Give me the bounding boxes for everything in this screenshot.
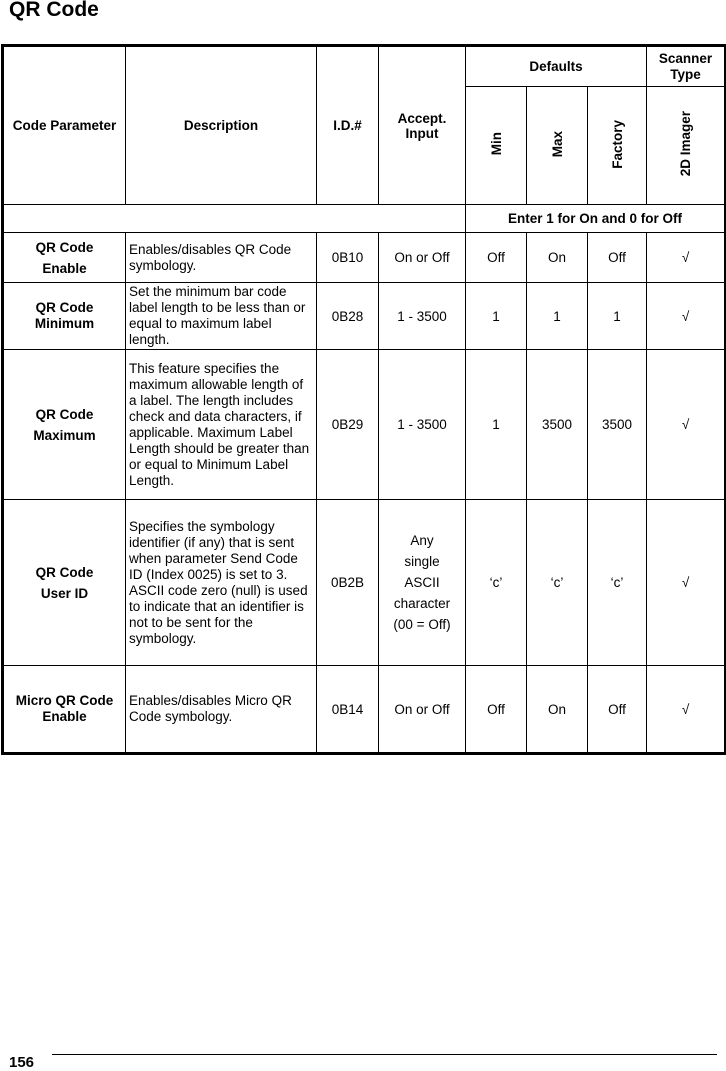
header-defaults: Defaults (466, 46, 647, 87)
param-description: This feature specifies the maximum allowable length of a label. The length includes check and data characters, if applicable. Maximum Label Length should be greater than or equal to Minimum Label Length. (126, 350, 317, 500)
page-number: 156 (9, 1054, 35, 1071)
param-name-sub: Enable (42, 709, 87, 724)
param-accept: 1 - 3500 (379, 283, 466, 350)
default-min: 1 (466, 350, 527, 500)
default-min: Off (466, 233, 527, 283)
default-min: 1 (466, 283, 527, 350)
imager-check: √ (647, 283, 726, 350)
header-min: Min (488, 132, 504, 156)
param-name-sub: Enable (42, 260, 87, 276)
default-factory: 3500 (588, 350, 647, 500)
table-row (3, 233, 726, 283)
header-2d-imager: 2D Imager (678, 111, 694, 177)
default-min: Off (466, 666, 527, 754)
note-on-off: Enter 1 for On and 0 for Off (466, 205, 726, 233)
imager-check: √ (647, 350, 726, 500)
param-description: Enables/disables Micro QR Code symbology. (126, 666, 317, 754)
default-factory: 1 (588, 283, 647, 350)
param-description: Enables/disables QR Code symbology. (126, 233, 317, 283)
param-name: Micro QR Code (15, 693, 114, 708)
default-max: On (527, 233, 588, 283)
param-description: Set the minimum bar code label length to be less than or equal to maximum label length. (126, 283, 317, 350)
default-max: 3500 (527, 350, 588, 500)
param-accept: Any single ASCII character (00 = Off) (379, 500, 466, 666)
header-accept-input: Accept. Input (379, 46, 466, 205)
param-description: Specifies the symbology identifier (if any) that is sent when parameter Send Code ID (Index 0025) is set to 3. ASCII code zero (null) is used to indicate that an identifier is not to be sent for the symbology. (126, 500, 317, 666)
param-name: QR Code (35, 300, 94, 315)
param-accept: 1 - 3500 (379, 350, 466, 500)
param-name-sub: User ID (40, 585, 89, 601)
param-name-sub: Maximum (33, 427, 96, 443)
page-title: QR Code (9, 0, 99, 21)
param-id: 0B28 (317, 283, 379, 350)
note-spacer (3, 205, 466, 233)
default-max: 1 (527, 283, 588, 350)
default-factory: Off (588, 666, 647, 754)
header-factory: Factory (609, 119, 625, 169)
imager-check: √ (647, 233, 726, 283)
table-row (3, 666, 726, 754)
default-max: ‘c’ (527, 500, 588, 666)
table-row (3, 500, 726, 666)
qr-code-parameter-table (1, 44, 726, 755)
param-id: 0B10 (317, 233, 379, 283)
header-description: Description (126, 46, 317, 205)
param-name-sub: Minimum (34, 316, 95, 331)
header-code-parameter: Code Parameter (3, 46, 126, 205)
param-id: 0B29 (317, 350, 379, 500)
imager-check: √ (647, 666, 726, 754)
param-name: QR Code (35, 239, 94, 255)
default-factory: Off (588, 233, 647, 283)
param-id: 0B2B (317, 500, 379, 666)
table-row (3, 350, 726, 500)
param-name: QR Code (35, 406, 94, 422)
param-accept: On or Off (379, 666, 466, 754)
header-id: I.D.# (317, 46, 379, 205)
header-scanner-type: Scanner Type (647, 46, 726, 87)
param-accept: On or Off (379, 233, 466, 283)
imager-check: √ (647, 500, 726, 666)
default-max: On (527, 666, 588, 754)
table-row (3, 283, 726, 350)
default-factory: ‘c’ (588, 500, 647, 666)
default-min: ‘c’ (466, 500, 527, 666)
param-name: QR Code (35, 564, 94, 580)
header-max: Max (549, 130, 565, 158)
footer-divider (52, 1054, 717, 1055)
param-id: 0B14 (317, 666, 379, 754)
